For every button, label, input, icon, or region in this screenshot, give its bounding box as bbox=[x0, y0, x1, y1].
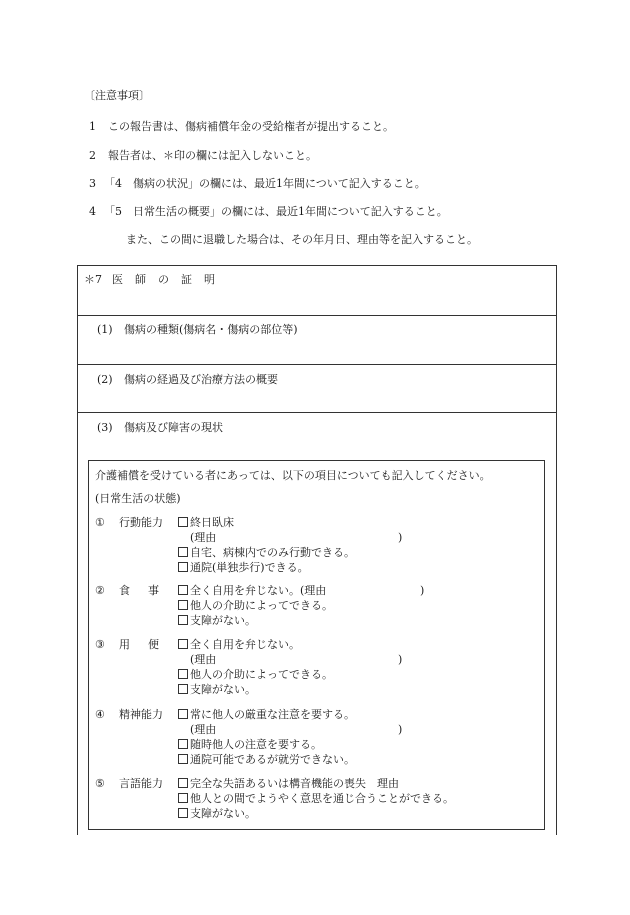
form-left-border bbox=[77, 265, 78, 835]
care-subheading: (日常生活の状態) bbox=[95, 492, 181, 505]
item-3-num: ③ bbox=[95, 638, 105, 651]
row-1-label: 傷病の種類(傷病名・傷病の部位等) bbox=[124, 323, 298, 336]
item-1-option[interactable]: 終日臥床 bbox=[178, 517, 234, 528]
item-4-option[interactable]: 随時他人の注意を要する。 bbox=[178, 739, 322, 750]
note-4-text: 「5 日常生活の概要」の欄には、最近1年間について記入すること。 bbox=[104, 205, 448, 218]
item-2-num: ② bbox=[95, 584, 105, 597]
checkbox-icon[interactable] bbox=[178, 669, 188, 679]
item-1-num: ① bbox=[95, 516, 105, 529]
item-4-option[interactable]: 通院可能であるが就労できない。 bbox=[178, 754, 355, 765]
item-3-reason-close: ) bbox=[398, 653, 403, 666]
item-2-reason-close: ) bbox=[420, 584, 425, 597]
checkbox-icon[interactable] bbox=[178, 739, 188, 749]
note-1-text: この報告書は、傷病補償年金の受給権者が提出すること。 bbox=[108, 120, 394, 133]
item-1-option[interactable]: 通院(単独歩行)できる。 bbox=[178, 562, 309, 573]
item-5-label: 言語能力 bbox=[119, 777, 163, 790]
item-3-option[interactable]: 支障がない。 bbox=[178, 684, 256, 695]
note-4-continuation: また、この間に退職した場合は、その年月日、理由等を記入すること。 bbox=[126, 233, 478, 246]
notes-heading: 〔注意事項〕 bbox=[84, 89, 150, 102]
item-5-option[interactable]: 他人との間でようやく意思を通じ合うことができる。 bbox=[178, 793, 454, 804]
item-3-reason: (理由 bbox=[190, 653, 217, 666]
item-4-reason-close: ) bbox=[398, 723, 403, 736]
row-3-label: 傷病及び障害の現状 bbox=[124, 421, 223, 434]
row-1-divider bbox=[77, 364, 557, 365]
note-3-num: 3 bbox=[89, 177, 96, 190]
form-top-border bbox=[77, 265, 557, 266]
item-2-option[interactable]: 支障がない。 bbox=[178, 615, 256, 626]
care-intro: 介護補償を受けている者にあっては、以下の項目についても記入してください。 bbox=[95, 469, 491, 482]
item-3-label: 用便 bbox=[119, 638, 177, 651]
checkbox-icon[interactable] bbox=[178, 754, 188, 764]
checkbox-icon[interactable] bbox=[178, 562, 188, 572]
checkbox-icon[interactable] bbox=[178, 778, 188, 788]
item-5-num: ⑤ bbox=[95, 777, 105, 790]
checkbox-icon[interactable] bbox=[178, 600, 188, 610]
section-divider bbox=[77, 315, 557, 316]
item-1-option[interactable]: 自宅、病棟内でのみ行動できる。 bbox=[178, 547, 355, 558]
checkbox-icon[interactable] bbox=[178, 709, 188, 719]
checkbox-icon[interactable] bbox=[178, 639, 188, 649]
note-2-num: 2 bbox=[89, 149, 96, 162]
checkbox-icon[interactable] bbox=[178, 615, 188, 625]
item-4-reason: (理由 bbox=[190, 723, 217, 736]
item-5-option[interactable]: 支障がない。 bbox=[178, 808, 256, 819]
note-1-num: 1 bbox=[89, 120, 96, 133]
item-4-option[interactable]: 常に他人の厳重な注意を要する。 bbox=[178, 709, 355, 720]
section-mark: ＊7 bbox=[84, 273, 102, 286]
form-right-border bbox=[556, 265, 557, 835]
item-4-num: ④ bbox=[95, 708, 105, 721]
checkbox-icon[interactable] bbox=[178, 793, 188, 803]
checkbox-icon[interactable] bbox=[178, 585, 188, 595]
checkbox-icon[interactable] bbox=[178, 808, 188, 818]
item-3-option[interactable]: 全く自用を弁じない。 bbox=[178, 639, 300, 650]
row-1-num: (1) bbox=[97, 323, 113, 336]
item-1-reason: (理由 bbox=[190, 531, 217, 544]
row-2-label: 傷病の経過及び治療方法の概要 bbox=[124, 373, 278, 386]
checkbox-icon[interactable] bbox=[178, 684, 188, 694]
row-3-num: (3) bbox=[97, 421, 113, 434]
section-title: 医師の証明 bbox=[112, 273, 227, 286]
item-2-option[interactable]: 全く自用を弁じない。(理由 bbox=[178, 585, 326, 596]
note-3-text: 「4 傷病の状況」の欄には、最近1年間について記入すること。 bbox=[104, 177, 426, 190]
item-4-label: 精神能力 bbox=[119, 708, 163, 721]
checkbox-icon[interactable] bbox=[178, 547, 188, 557]
item-1-label: 行動能力 bbox=[119, 516, 163, 529]
row-2-divider bbox=[77, 412, 557, 413]
checkbox-icon[interactable] bbox=[178, 517, 188, 527]
item-2-option[interactable]: 他人の介助によってできる。 bbox=[178, 600, 333, 611]
item-1-reason-close: ) bbox=[398, 531, 403, 544]
item-3-option[interactable]: 他人の介助によってできる。 bbox=[178, 669, 333, 680]
note-2-text: 報告者は、＊印の欄には記入しないこと。 bbox=[108, 149, 317, 162]
note-4-num: 4 bbox=[89, 205, 96, 218]
row-2-num: (2) bbox=[97, 373, 113, 386]
item-2-label: 食事 bbox=[119, 584, 177, 597]
item-5-option[interactable]: 完全な失語あるいは構音機能の喪失 理由 bbox=[178, 778, 399, 789]
